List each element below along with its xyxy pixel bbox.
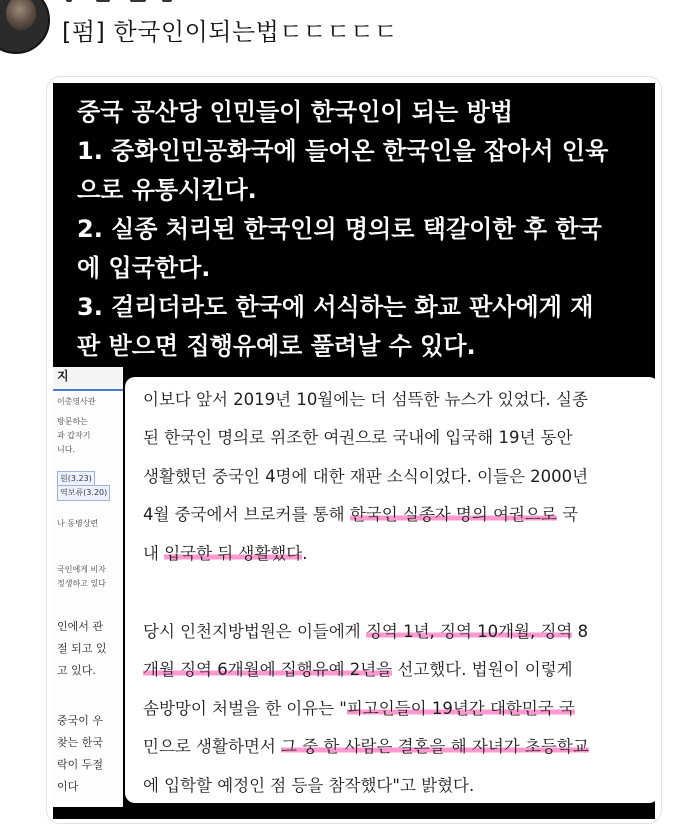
strip-box: 원(3.23) <box>57 471 95 487</box>
article-line: 이보다 앞서 2019년 10월에는 더 섬뜩한 뉴스가 있었다. 실종 <box>143 390 588 409</box>
post-text: [펌] 한국인이되는법ㄷㄷㄷㄷㄷ <box>62 18 398 46</box>
line-text: . <box>302 543 308 563</box>
line-text: 당시 인천지방법원은 이들에게 <box>143 622 366 641</box>
strip-text: 이다 <box>57 780 79 793</box>
highlighted-text: 그 중 한 사람은 결혼을 해 자녀가 초등학교 <box>281 737 589 757</box>
line-text: 솜방망이 처벌을 한 이유는 " <box>143 698 347 718</box>
avatar-photo <box>6 0 36 30</box>
article-line: 된 한국인 명의로 위조한 여권으로 국내에 입국해 19년 동안 <box>143 428 573 448</box>
caption-line: 1. 중화인민공화국에 들어온 한국인을 잡아서 인육 <box>77 137 609 165</box>
line-text: 국 <box>556 505 579 525</box>
line-text: 내 <box>143 543 165 563</box>
strip-text: 나 동병상련 <box>57 519 99 528</box>
caption-line: 중국 공산당 인민들이 한국인이 되는 방법 <box>77 98 513 126</box>
article-paragraph-1 <box>143 381 653 573</box>
article-line <box>143 535 653 573</box>
highlighted-text: 입국한 뒤 생활했다 <box>164 543 303 563</box>
caption-line: 3. 걸리더라도 한국에 서식하는 화교 판사에게 재 <box>77 293 594 321</box>
line-text: 4월 중국에서 브로커를 통해 <box>143 505 350 525</box>
author-name-cutoff <box>66 0 186 4</box>
line-text: 민으로 생활하면서 <box>143 737 282 757</box>
article-line <box>143 690 653 728</box>
highlighted-text: 피고인들이 19년간 대한민국 국 <box>346 698 575 718</box>
strip-text: 니다. <box>57 445 75 454</box>
strip-text: 중국이 우 <box>57 714 104 727</box>
strip-text: 과 갑자기 <box>57 431 91 440</box>
strip-text: 고 있다. <box>57 664 96 677</box>
strip-text: 락이 두절 <box>57 758 104 771</box>
attached-image[interactable] <box>46 76 662 824</box>
strip-text: 국인에게 비자 <box>57 565 106 574</box>
strip-text: 이총영사관 <box>57 397 96 406</box>
strip-text: 정생하고 있다 <box>57 579 106 588</box>
article-line <box>143 651 653 689</box>
strip-text: 방문하는 <box>57 417 88 426</box>
article-line: 생활했던 중국인 4명에 대한 재판 소식이었다. 이들은 2000년 <box>143 466 589 486</box>
article-line <box>143 728 653 766</box>
article-paragraph-2 <box>143 613 653 805</box>
strip-text: 절 되고 있 <box>57 642 107 655</box>
caption-line: 으로 유통시킨다. <box>77 176 257 204</box>
caption-line: 2. 실종 처리된 한국인의 명의로 택갈이한 후 한국 <box>77 215 602 243</box>
article-line <box>143 496 653 534</box>
highlighted-text: 한국인 실종자 명의 여권으로 <box>349 505 557 525</box>
article-line <box>143 613 653 651</box>
article-line: 에 입학할 예정인 점 등을 참작했다"고 밝혔다. <box>143 775 475 795</box>
image-caption <box>77 93 649 366</box>
line-text: 8 <box>572 622 589 641</box>
highlighted-text: 개월 징역 6개월에 집행유예 2년을 <box>143 660 393 680</box>
news-article-excerpt <box>125 377 659 803</box>
caption-line: 에 입국한다. <box>77 254 211 282</box>
strip-box: 역보류(3.20) <box>57 485 110 501</box>
caption-line: 판 받으면 집행유예로 풀려날 수 있다. <box>77 332 476 360</box>
strip-text: 찾는 한국 <box>57 736 104 749</box>
highlighted-text: 징역 1년, 징역 10개월, 징역 <box>365 622 573 641</box>
line-text: 선고했다. 법원이 이렇게 <box>392 660 573 680</box>
author-avatar[interactable] <box>0 0 50 54</box>
background-screenshot-strip <box>53 367 123 807</box>
strip-text: 인에서 관 <box>57 620 104 633</box>
strip-title: 지 <box>57 369 69 383</box>
